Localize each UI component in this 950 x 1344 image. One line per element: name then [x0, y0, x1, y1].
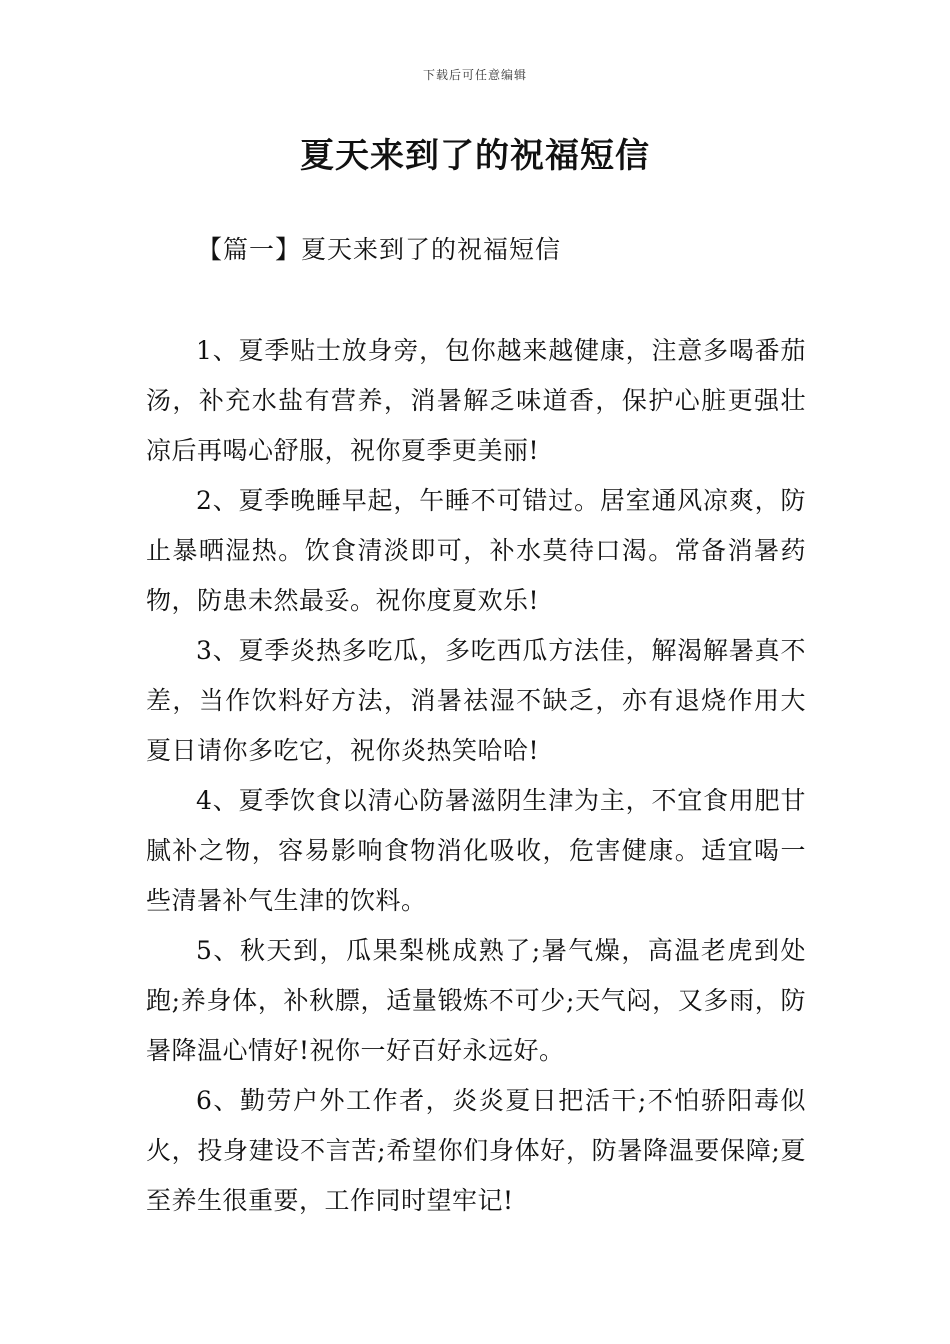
paragraph-3: 3、夏季炎热多吃瓜，多吃西瓜方法佳，解渴解暑真不差，当作饮料好方法，消暑祛湿不缺乏，亦有退烧作用大夏日请你多吃它，祝你炎热笑哈哈!: [146, 636, 806, 765]
document-body: [146, 326, 806, 1226]
paragraph-2: 2、夏季晚睡早起，午睡不可错过。居室通风凉爽，防止暴晒湿热。饮食清淡即可，补水莫待口渴。常备消暑药物，防患未然最妥。祝你度夏欢乐!: [146, 486, 806, 615]
document-title: 夏天来到了的祝福短信: [300, 136, 650, 176]
paragraph-4: 4、夏季饮食以清心防暑滋阴生津为主，不宜食用肥甘腻补之物，容易影响食物消化吸收，危害健康。适宜喝一些清暑补气生津的饮料。: [146, 786, 806, 915]
paragraph-5: 5、秋天到，瓜果梨桃成熟了;暑气燥，高温老虎到处跑;养身体，补秋膘，适量锻炼不可少;天气闷，又多雨，防暑降温心情好!祝你一好百好永远好。: [146, 936, 806, 1065]
header-note: 下载后可任意编辑: [422, 68, 527, 82]
paragraph-6: 6、勤劳户外工作者，炎炎夏日把活干;不怕骄阳毒似火，投身建设不言苦;希望你们身体好，防暑降温要保障;夏至养生很重要，工作同时望牢记!: [146, 1086, 806, 1215]
section-heading: 【篇一】夏天来到了的祝福短信: [197, 235, 562, 264]
paragraph-1: 1、夏季贴士放身旁，包你越来越健康，注意多喝番茄汤，补充水盐有营养，消暑解乏味道香，保护心脏更强壮凉后再喝心舒服，祝你夏季更美丽!: [146, 336, 806, 465]
